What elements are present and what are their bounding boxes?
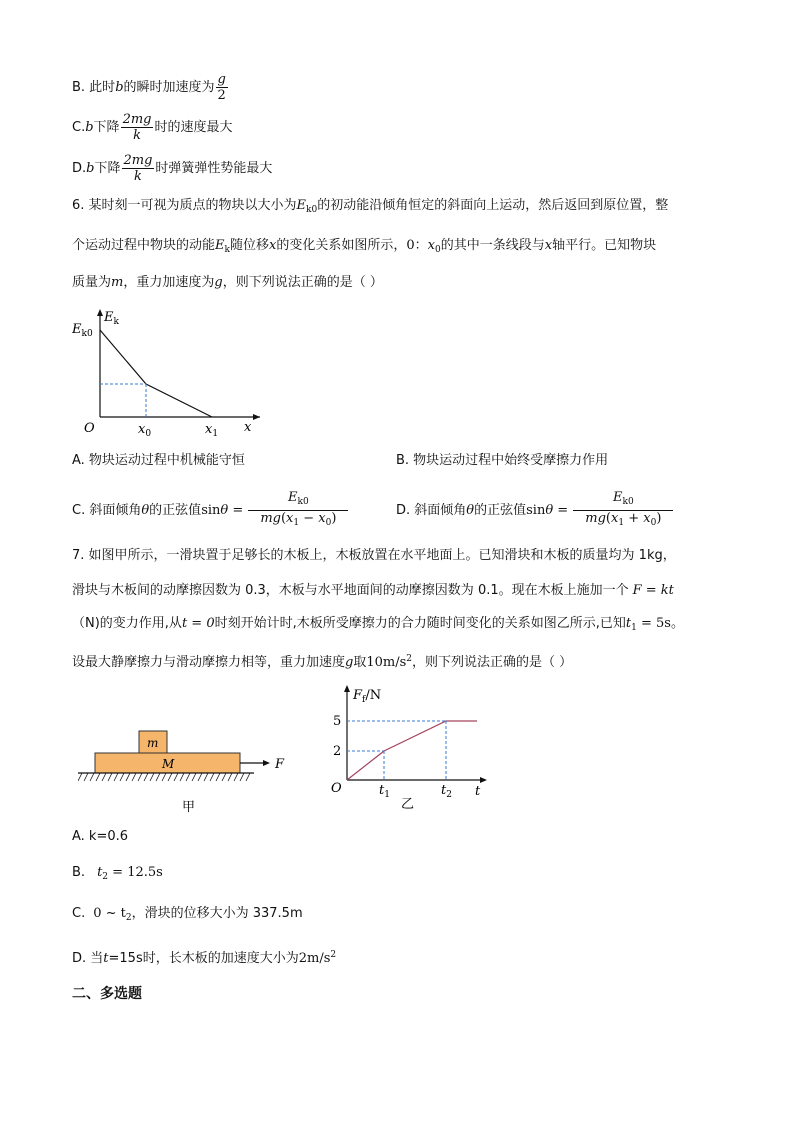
force-label: F [275,757,285,772]
figure-jia-caption: 甲 [182,800,196,815]
tick-2: 2 [333,744,342,759]
q6-option-a: A. 物块运动过程中机械能守恒 [72,453,245,468]
ground-hatching [78,773,250,781]
y-tick-ek0: $E_{k0}$ [72,322,93,339]
q5-option-c: C.b下降 $\frac{2mg}{k}$ 时的速度最大 [72,112,233,143]
q6-stem-line1: 6. 某时刻一可视为质点的物块以大小为$E_{k0}$的初动能沿倾角恒定的斜面向上运动，然后返回到原位置，整 [72,198,669,215]
q7-stem-line2: 滑块与木板间的动摩擦因数为 0.3，木板与水平地面间的动摩擦因数为 0.1。现在木板上施加一个 F = kt [72,583,674,598]
q7-figure-yi [325,683,495,811]
q5-option-b: B. 此时b的瞬时加速度为 $\frac{g}{2}$ [72,72,226,103]
q7-option-c: C. 0 ~ $t_2$，滑块的位移大小为 337.5m [72,906,303,923]
x0-label: $x_0$ [138,422,152,437]
figure-yi-caption: 乙 [401,797,415,811]
q7-option-b: B. $t_2 = 12.5s$ [72,865,163,882]
x-axis-label: x [244,420,252,435]
board-M-label: M [162,757,175,771]
q6-ek-x-graph [72,305,262,437]
q7-stem-line4: 设最大静摩擦力与滑动摩擦力相等，重力加速度g取$10m/s^2$，则下列说法正确的是（ ） [72,654,573,670]
y-axis-label: $E_k$ [104,310,119,327]
q7-option-a: A. k=0.6 [72,829,129,844]
q6-stem-line2: 个运动过程中物块的动能$E_k$随位移x的变化关系如图所示，0：$x_0$的其中一条线段与x轴平行。已知物块 [72,238,657,255]
q7-figure-jia [78,725,298,821]
tick-5: 5 [333,714,342,729]
q7-stem-line3: （N)的变力作用,从t = 0时刻开始计时,木板所受摩擦力的合力随时间变化的关系如图乙所示,已知$t_1 = 5s$。 [72,616,684,633]
q7-stem-line1: 7. 如图甲所示，一滑块置于足够长的木板上，木板放置在水平地面上。已知滑块和木板的质量均为 1kg， [72,548,676,563]
ff-axis-label: $F_f/N$ [353,688,382,705]
q6-stem-line3: 质量为m，重力加速度为g，则下列说法正确的是（ ） [72,275,383,290]
x1-label: $x_1$ [205,422,219,437]
q5-option-d: D.b下降 $\frac{2mg}{k}$ 时弹簧弹性势能最大 [72,153,273,184]
section-heading-multiple-choice: 二、多选题 [72,986,142,1002]
t-axis-label: t [475,784,481,799]
q6-option-c: C. 斜面倾角θ的正弦值sinθ = $\frac{E_{k0}}{mg(x_1 - x_0)}$ [72,490,349,531]
origin-label: O [331,781,342,796]
ff-curve [347,721,477,780]
t2-label: $t_2$ [441,783,452,800]
q6-option-d: D. 斜面倾角θ的正弦值sinθ = $\frac{E_{k0}}{mg(x_1 + x_0)}$ [396,490,674,531]
t1-label: $t_1$ [379,783,390,800]
q7-option-d: D. 当t=15s时，长木板的加速度大小为$2m/s^2$ [72,950,337,966]
block-m-label: m [147,736,159,750]
origin-label: O [84,421,95,436]
ek-curve [100,330,212,417]
q6-option-b: B. 物块运动过程中始终受摩擦力作用 [396,453,609,468]
